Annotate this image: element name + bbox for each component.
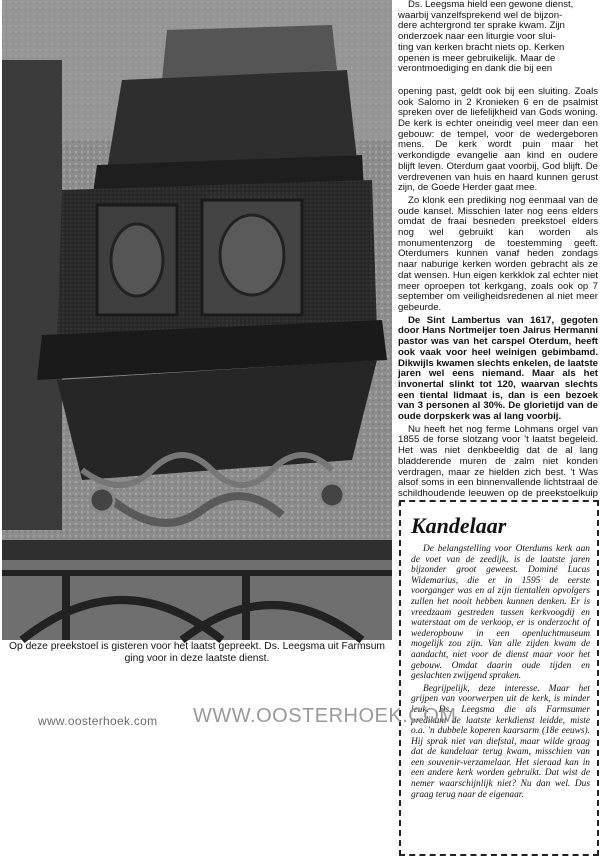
- article-top-block: [398, 0, 598, 75]
- article-line: waarbij vanzelfsprekend wel de bijzon-: [398, 9, 563, 21]
- article-line: openen is meer gebruikelijk. Maar de: [398, 52, 556, 64]
- article-line: ting van kerken bracht niets op. Kerken: [398, 41, 565, 53]
- photo-caption: [2, 641, 392, 665]
- article-line: verontmoediging en dank die bij een: [398, 63, 553, 75]
- article-paragraph: opening past, geldt ook bij een sluiting. Zoals ook Salomo in 2 Kronieken 6 en de psalmist spreken over de liefelijkheid van Gods woning. De kerk is echter oneindig veel meer dan een gebouw: de tempel, voor de wedergeboren mens. De kerk wordt puin maar het verkondigde evangelie aan kind en oudere blijft leven. Oterdum gaat voorbij, God blijft. De verdrevenen van huis en haard kunnen gerust zijn, de Goede Herder gaat mee.: [398, 85, 598, 194]
- caption-line-2: ging voor in deze laatste dienst.: [124, 653, 270, 664]
- watermark-large: WWW.OOSTERHOEK.COM: [193, 705, 457, 727]
- article-line: onderzoek naar een liturgie voor slui-: [398, 31, 556, 43]
- caption-line-1: Op deze preekstoel is gisteren voor het laatst gepreekt. Ds. Leegsma uit Farmsum: [8, 641, 385, 652]
- kandelaar-box: [399, 500, 599, 856]
- box-paragraph: De belangstelling voor Oterdums kerk aan de voet van de zeedijk, is de laatste jaren bijzonder groot geweest. Dominé Lucas Widemarius, die er in 1595 de eerste voorganger was en al zijn tientallen opvolgers zullen het nooit hebben kunnen denken. Er is vreedzaam gestreden tussen kerkvoogdij en waterstaat om de verkoop, er is onderzocht of wederopbouw in een openluchtmuseum mogelijk zou zijn. Van alle zijden kwam de aandacht, niet voor de dienst maar voor het gebouw. Omdat daarin oude tijden en geslachten zwijgend spraken.: [411, 544, 590, 682]
- watermark-small: www.oosterhoek.com: [38, 714, 158, 728]
- article-paragraph-bold: De Sint Lambertus van 1617, gegoten door Hans Nortmeijer toen Jairus Hermanni pastor was van het carspel Oterdum, heeft ook vaak voor heel weinigen gebimbamd. Dikwijls kwamen slechts enkelen, de laatste jaren wel eens niemand. Maar als het invonertal slinkt tot 120, waarvan slechts een tiental lidmaat is, dan is een bezoek van 3 personen al 30%. De glorietijd van de oude dorpskerk was al lang voorbij.: [398, 314, 598, 423]
- article-line: Ds. Leegsma hield een gewone dienst,: [408, 0, 574, 10]
- box-paragraph: Begrijpelijk, deze interesse. Maar het grijpen van voorwerpen uit de kerk, is minder leuk. Ds. Leegsma die als Farmsumer predikant de laatste kerkdienst leidde, miste o.a. 'n dubbele koperen kaarsarm (18e eeuws). Hij sprak niet van diefstal, maar wilde graag dat de kandelaar terug kwam, misschien van een souvenir-verzamelaar. Het sieraad kan in een andere kerk worden gebruikt. Dat wist de nemer waarschijnlijk niet? Nu dan wel. Dus graag terug naar de eigenaar.: [411, 683, 590, 800]
- box-title: Kandelaar: [411, 513, 507, 538]
- article-column: [398, 0, 598, 500]
- article-line: dere achtergrond ter sprake kwam. Zijn: [398, 20, 565, 32]
- pulpit-photo: [2, 0, 392, 640]
- article-paragraph: Nu heeft het nog ferme Lohmans orgel van 1855 de forse slotzang voor 't laatst begeleid. Het was niet denkbeeldig dat de al lang bladderende muren de zalm niet konden verdragen, maar ze hielden zich best. 't Was alsof soms in een binnenvallende lichtstraal de schildhoudende leeuwen op de preekstoelkuip: [398, 423, 598, 499]
- pulpit-illustration: [2, 0, 392, 640]
- article-paragraph: Zo klonk een prediking nog eenmaal van de oude kansel. Misschien later nog eens elders omdat de fraai besneden preekstoel elders nog wel gebruikt kan worden als monumentenzorg de toestemming geeft. Oterdumers kunnen vanaf heden zondags naar naburige kerken worden gebracht als ze dat wensen. Hun eigen kerkklok zal echter niet meer oproepen tot kerkgang, zoals ook op 7 september om veiligheidsredenen al niet meer gebeurde.: [398, 194, 598, 313]
